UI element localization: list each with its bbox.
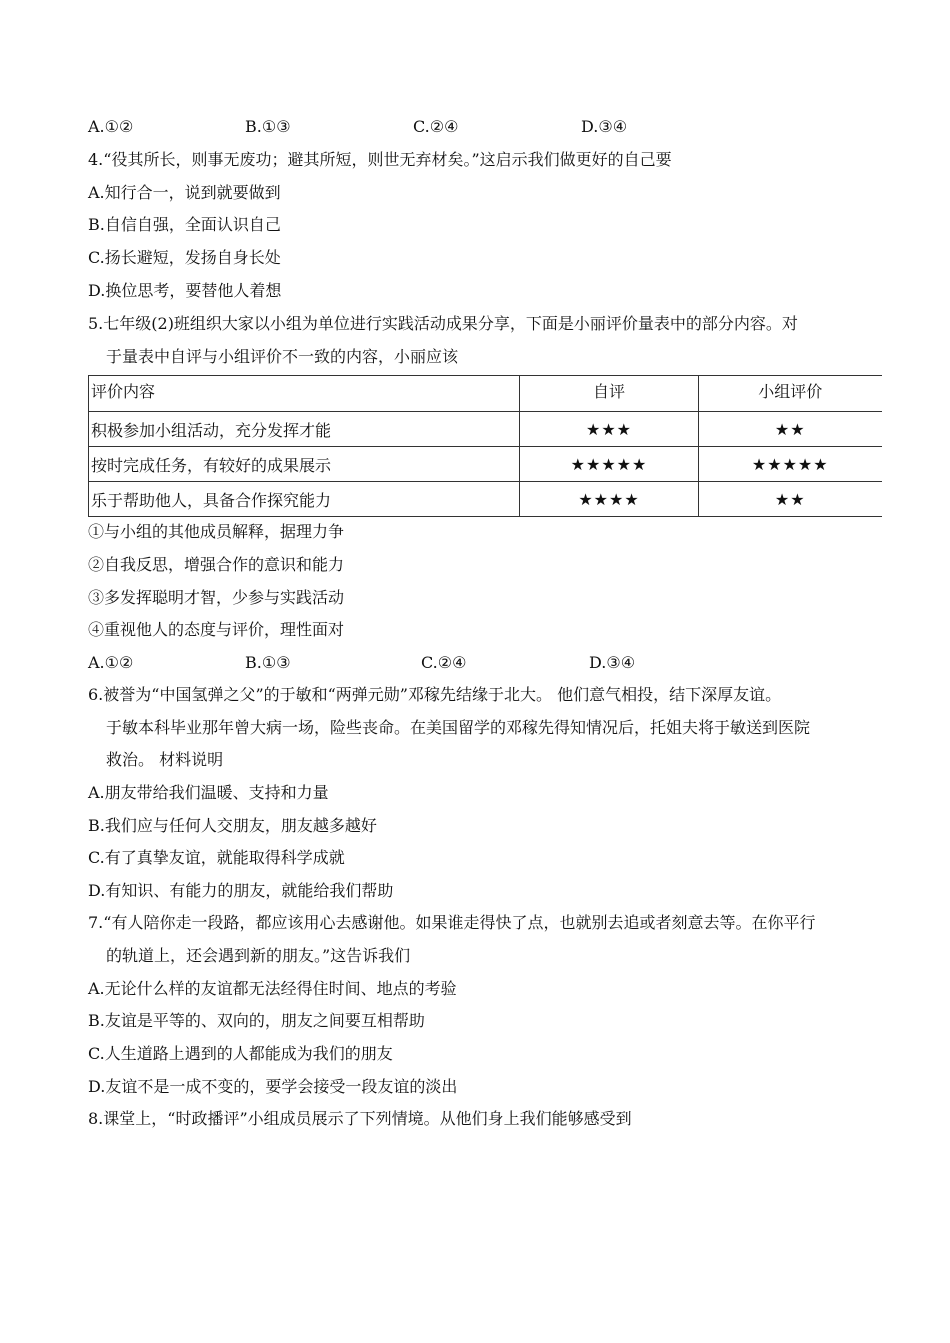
q6-option-c[interactable]: C.有了真挚友谊，就能取得科学成就 [88, 848, 345, 867]
q7-stem-line1: 7.“有人陪你走一段路，都应该用心去感谢他。如果谁走得快了点，也就别去追或者刻意去等。在你平行 [88, 913, 816, 932]
q6-option-d[interactable]: D.有知识、有能力的朋友，就能给我们帮助 [88, 881, 394, 900]
table-row [89, 447, 882, 482]
q5-option-d[interactable]: D.③④ [589, 653, 636, 672]
q7-option-c[interactable]: C.人生道路上遇到的人都能成为我们的朋友 [88, 1044, 393, 1063]
q4-stem: 4.“役其所长，则事无废功；避其所短，则世无弃材矣。”这启示我们做更好的自己要 [88, 150, 672, 169]
q5-stem-line2: 于量表中自评与小组评价不一致的内容，小丽应该 [106, 347, 459, 366]
q4-option-d[interactable]: D.换位思考，要替他人着想 [88, 281, 282, 300]
row-content: 积极参加小组活动，充分发挥才能 [89, 412, 520, 447]
evaluation-table [88, 375, 882, 517]
header-self: 自评 [520, 376, 699, 412]
row-group-stars: ★★ [699, 412, 882, 447]
q7-option-b[interactable]: B.友谊是平等的、双向的，朋友之间要互相帮助 [88, 1011, 425, 1030]
q4-option-b[interactable]: B.自信自强，全面认识自己 [88, 215, 281, 234]
q4-option-c[interactable]: C.扬长避短，发扬自身长处 [88, 248, 281, 267]
q5-option-b[interactable]: B.①③ [245, 653, 291, 672]
q5-stem-line1: 5.七年级(2)班组织大家以小组为单位进行实践活动成果分享，下面是小丽评价量表中的部分内容。对 [88, 314, 798, 333]
q3-option-d[interactable]: D.③④ [581, 117, 628, 136]
q5-option-a[interactable]: A.①② [88, 653, 134, 672]
header-content: 评价内容 [89, 376, 520, 412]
q3-option-b[interactable]: B.①③ [245, 117, 291, 136]
header-group: 小组评价 [699, 376, 882, 412]
row-self-stars: ★★★★ [520, 482, 699, 517]
table-row [89, 482, 882, 517]
q3-option-a[interactable]: A.①② [88, 117, 134, 136]
q5-statement-3: ③多发挥聪明才智，少参与实践活动 [88, 588, 345, 607]
q4-option-a[interactable]: A.知行合一，说到就要做到 [88, 183, 281, 202]
row-group-stars: ★★ [699, 482, 882, 517]
q8-stem: 8.课堂上，“时政播评”小组成员展示了下列情境。从他们身上我们能够感受到 [88, 1109, 632, 1128]
q6-option-b[interactable]: B.我们应与任何人交朋友，朋友越多越好 [88, 816, 377, 835]
q5-statement-1: ①与小组的其他成员解释，据理力争 [88, 522, 345, 541]
row-group-stars: ★★★★★ [699, 447, 882, 482]
row-content: 按时完成任务，有较好的成果展示 [89, 447, 520, 482]
q6-stem-line1: 6.被誉为“中国氢弹之父”的于敏和“两弹元勋”邓稼先结缘于北大。 他们意气相投，结下深厚友谊。 [88, 685, 782, 704]
q7-option-d[interactable]: D.友谊不是一成不变的，要学会接受一段友谊的淡出 [88, 1077, 458, 1096]
table-row [89, 412, 882, 447]
q6-stem-line2: 于敏本科毕业那年曾大病一场，险些丧命。在美国留学的邓稼先得知情况后，托姐夫将于敏送到医院 [106, 718, 811, 737]
q6-option-a[interactable]: A.朋友带给我们温暖、支持和力量 [88, 783, 329, 802]
q7-option-a[interactable]: A.无论什么样的友谊都无法经得住时间、地点的考验 [88, 979, 457, 998]
row-self-stars: ★★★ [520, 412, 699, 447]
q5-option-c[interactable]: C.②④ [421, 653, 467, 672]
row-self-stars: ★★★★★ [520, 447, 699, 482]
q6-stem-line3: 救治。 材料说明 [106, 750, 224, 769]
table-header-row [89, 376, 882, 412]
q5-statement-4: ④重视他人的态度与评价，理性面对 [88, 620, 345, 639]
q5-statement-2: ②自我反思，增强合作的意识和能力 [88, 555, 345, 574]
row-content: 乐于帮助他人，具备合作探究能力 [89, 482, 520, 517]
q7-stem-line2: 的轨道上，还会遇到新的朋友。”这告诉我们 [106, 946, 411, 965]
q3-option-c[interactable]: C.②④ [413, 117, 459, 136]
